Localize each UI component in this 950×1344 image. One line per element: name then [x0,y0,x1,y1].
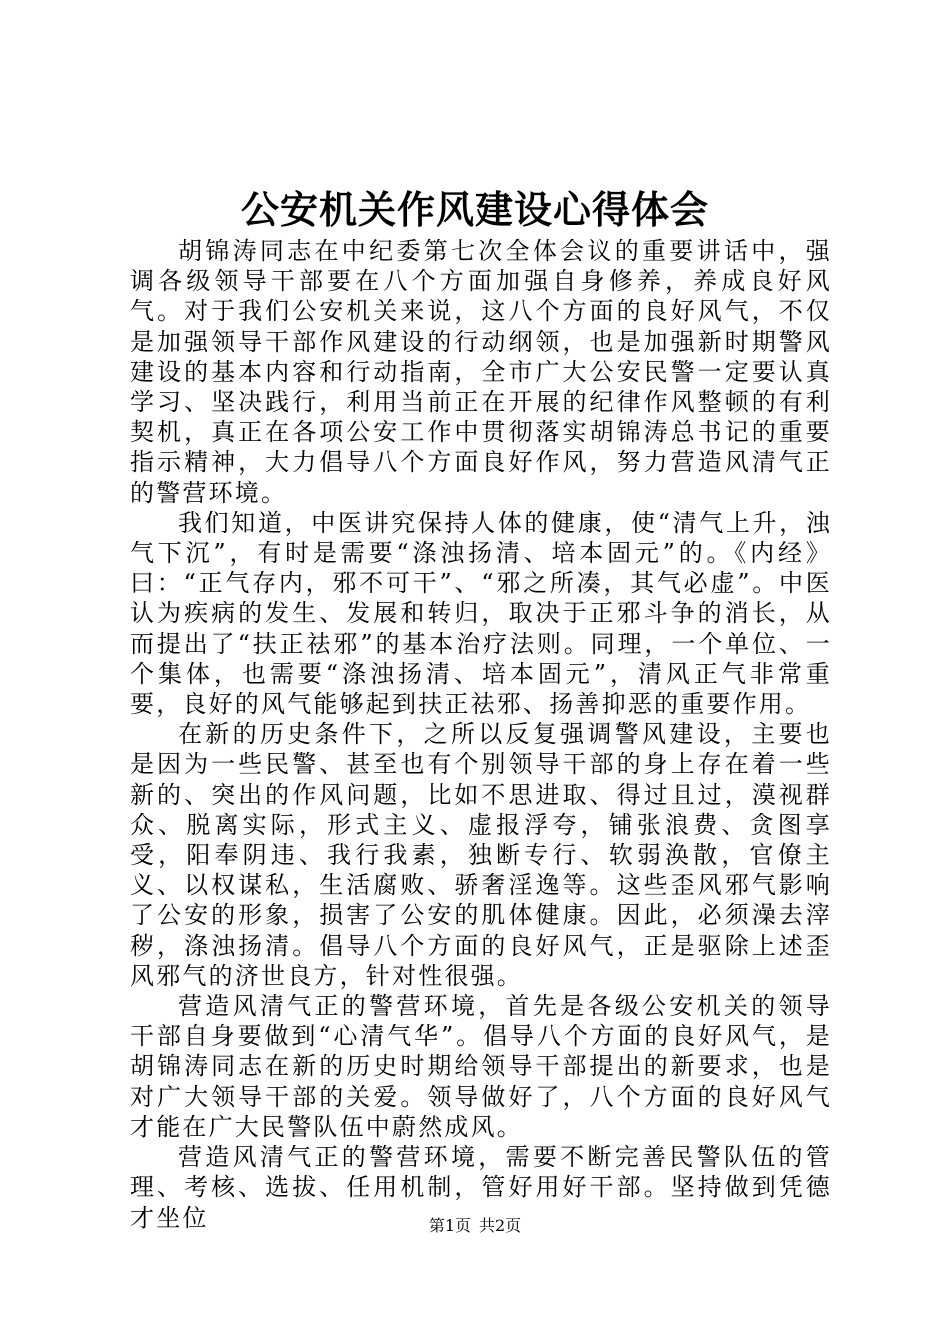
document-body [130,236,832,1233]
document-title: 公安机关作风建设心得体会 [240,187,709,232]
paragraph: 我们知道，中医讲究保持人体的健康，使“清气上升，浊气下沉”，有时是需要“涤浊扬清、培本固元”的。《内经》曰：“正气存内，邪不可干”、“邪之所凑，其气必虚”。中医认为疾病的发生、发展和转归，取决于正邪斗争的消长，从而提出了“扶正祛邪”的基本治疗法则。同理，一个单位、一个集体，也需要“涤浊扬清、培本固元”，清风正气非常重要，良好的风气能够起到扶正祛邪、扬善抑恶的重要作用。 [130,508,832,719]
paragraph: 在新的历史条件下，之所以反复强调警风建设，主要也是因为一些民警、甚至也有个别领导干部的身上存在着一些新的、突出的作风问题，比如不思进取、得过且过，漠视群众、脱离实际，形式主义、虚报浮夸，铺张浪费、贪图享受，阳奉阴违、我行我素，独断专行、软弱涣散，官僚主义、以权谋私，生活腐败、骄奢淫逸等。这些歪风邪气影响了公安的形象，损害了公安的肌体健康。因此，必须澡去滓秽，涤浊扬清。倡导八个方面的良好风气，正是驱除上述歪风邪气的济世良方，针对性很强。 [130,720,832,990]
paragraph: 营造风清气正的警营环境，需要不断完善民警队伍的管理、考核、选拔、任用机制，管好用好干部。坚持做到凭德才坐位 [130,1143,832,1232]
paragraph: 营造风清气正的警营环境，首先是各级公安机关的领导干部自身要做到“心清气华”。倡导八个方面的良好风气，是胡锦涛同志在新的历史时期给领导干部提出的新要求，也是对广大领导干部的关爱。领导做好了，八个方面的良好风气才能在广大民警队伍中蔚然成风。 [130,992,832,1141]
page-number: 第1页 [428,1216,471,1235]
paragraph: 胡锦涛同志在中纪委第七次全体会议的重要讲话中，强调各级领导干部要在八个方面加强自身修养，养成良好风气。对于我们公安机关来说，这八个方面的良好风气，不仅是加强领导干部作风建设的行动纲领，也是加强新时期警风建设的基本内容和行动指南，全市广大公安民警一定要认真学习、坚决践行，利用当前正在开展的纪律作风整顿的有利契机，真正在各项公安工作中贯彻落实胡锦涛总书记的重要指示精神，大力倡导八个方面良好作风，努力营造风清气正的警营环境。 [130,237,832,507]
page-total: 共2页 [479,1216,522,1235]
page-footer [0,1214,950,1238]
